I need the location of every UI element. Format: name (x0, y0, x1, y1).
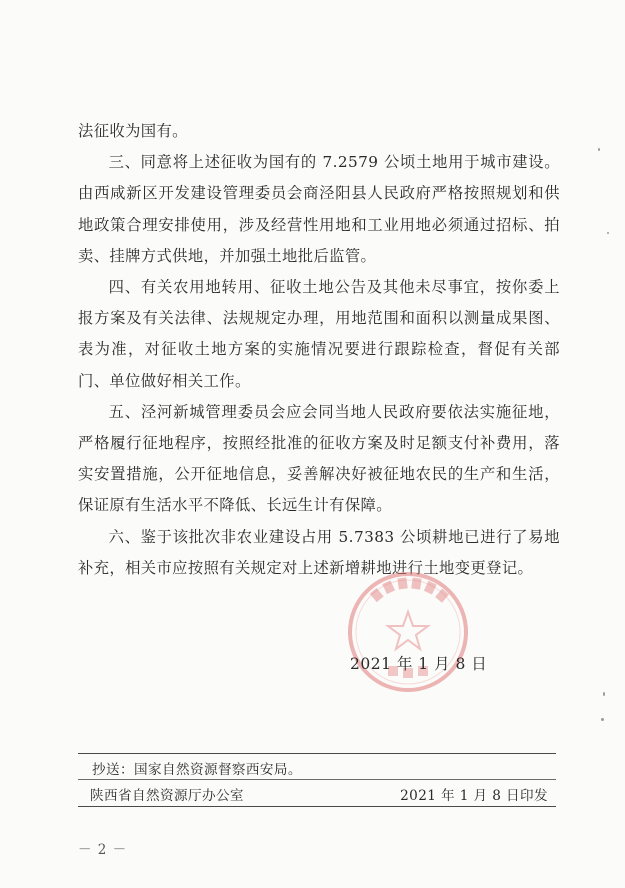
paragraph-continuation: 法征收为国有。 (78, 122, 188, 140)
cc-line: 抄送：国家自然资源督察西安局。 (92, 762, 302, 778)
scan-speck (598, 148, 600, 151)
official-seal-icon (344, 568, 472, 696)
issuing-office: 陕西省自然资源厅办公室 (90, 788, 244, 804)
paragraph-item-5: 五、泾河新城管理委员会应会同当地人民政府要依法实施征地，严格履行征地程序，按照经批准的征收方案及时足额支付补费用，落实安置措施，公开征地信息，妥善解决好被征地农民的生产和生活，保证原有生活水平不降低、长远生计有保障。 (78, 402, 560, 515)
document-body (78, 116, 560, 584)
signature-date: 2021 年 1 月 8 日 (350, 655, 488, 673)
footer-divider (78, 779, 556, 780)
scan-speck (607, 232, 609, 234)
document-footer (78, 753, 556, 807)
paragraph-item-6: 六、鉴于该批次非农业建设占用 5.7383 公顷耕地已进行了易地补充，相关市应按照有关规定对上述新增耕地进行土地变更登记。 (78, 527, 560, 577)
paragraph-item-4: 四、有关农用地转用、征收土地公告及其他未尽事宜，按你委上报方案及有关法律、法规规定办理，用地范围和面积以测量成果图、表为准，对征收土地方案的实施情况要进行跟踪检查，督促有关部门、单位做好相关工作。 (78, 278, 560, 390)
page-number: － 2 － (78, 842, 128, 858)
scan-speck (603, 692, 605, 696)
paragraph-item-3: 三、同意将上述征收为国有的 7.2579 公顷土地用于城市建设。由西咸新区开发建设管理委员会商泾阳县人民政府严格按照规划和供地政策合理安排使用，涉及经营性用地和工业用地必须通过招标、拍卖、挂牌方式供地，并加强土地批后监管。 (78, 153, 560, 265)
scan-speck (601, 718, 604, 721)
print-date: 2021 年 1 月 8 日印发 (400, 788, 548, 804)
